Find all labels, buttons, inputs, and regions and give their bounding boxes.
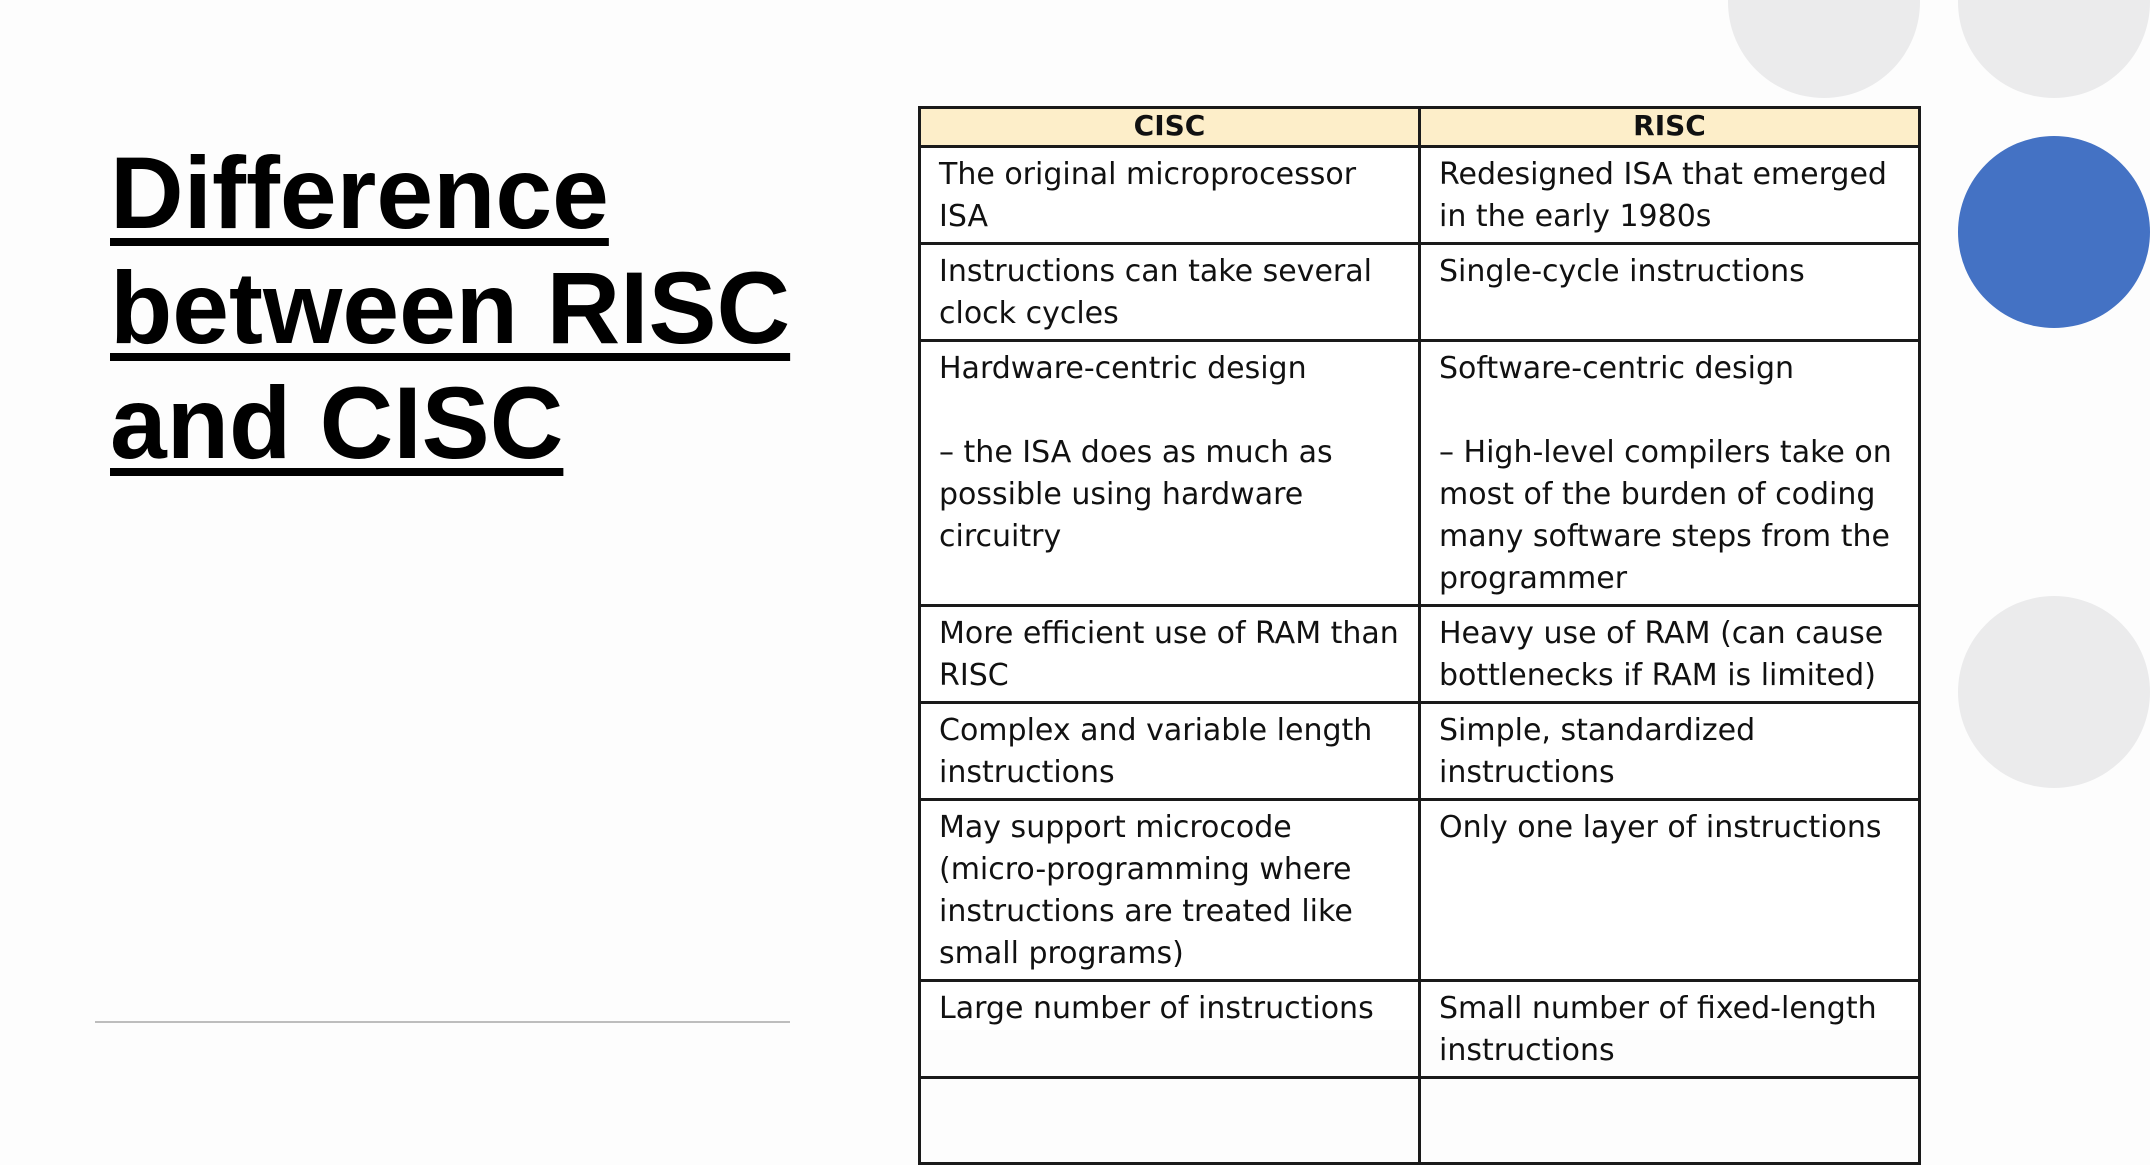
cisc-cell: Instructions can take several clock cycles [920, 244, 1420, 341]
cisc-cell: More efficient use of RAM than RISC [920, 606, 1420, 703]
risc-cell: Heavy use of RAM (can cause bottlenecks if RAM is limited) [1420, 606, 1920, 703]
risc-cell: Simple, standardized instructions [1420, 703, 1920, 800]
cisc-cell: Complex and variable length instructions [920, 703, 1420, 800]
accent-circle [1958, 136, 2150, 328]
risc-cell: Single-cycle instructions [1420, 244, 1920, 341]
cisc-cell: Hardware-centric design – the ISA does as much as possible using hardware circuitry [920, 341, 1420, 606]
risc-cell [1420, 1078, 1920, 1164]
cisc-cell: May support microcode (micro-programming where instructions are treated like small programs) [920, 800, 1420, 981]
table-row [920, 341, 1920, 606]
table-row [920, 147, 1920, 244]
column-header-risc: RISC [1420, 108, 1920, 147]
risc-cell: Only one layer of instructions [1420, 800, 1920, 981]
cisc-cell: The original microprocessor ISA [920, 147, 1420, 244]
comparison-table-image [918, 106, 1918, 1068]
table-row [920, 981, 1920, 1078]
decorative-circle-top-left [1728, 0, 1920, 98]
table-row [920, 606, 1920, 703]
slide-title: Difference between RISC and CISC [110, 136, 791, 480]
divider-line [95, 1021, 790, 1023]
cisc-cell: Large number of instructions [920, 981, 1420, 1078]
risc-cell: Redesigned ISA that emerged in the early 1980s [1420, 147, 1920, 244]
risc-cell: Software-centric design – High-level compilers take on most of the burden of coding many software steps from the programmer [1420, 341, 1920, 606]
table-row [920, 703, 1920, 800]
risc-cell: Small number of fixed-length instructions [1420, 981, 1920, 1078]
table-row [920, 800, 1920, 981]
column-header-cisc: CISC [920, 108, 1420, 147]
table-header-row [920, 108, 1920, 147]
decorative-circle-top-right [1958, 0, 2150, 98]
table-row [920, 244, 1920, 341]
decorative-circle-bottom [1958, 596, 2150, 788]
table-row [920, 1078, 1920, 1164]
cisc-cell [920, 1078, 1420, 1164]
comparison-table [918, 106, 1921, 1165]
